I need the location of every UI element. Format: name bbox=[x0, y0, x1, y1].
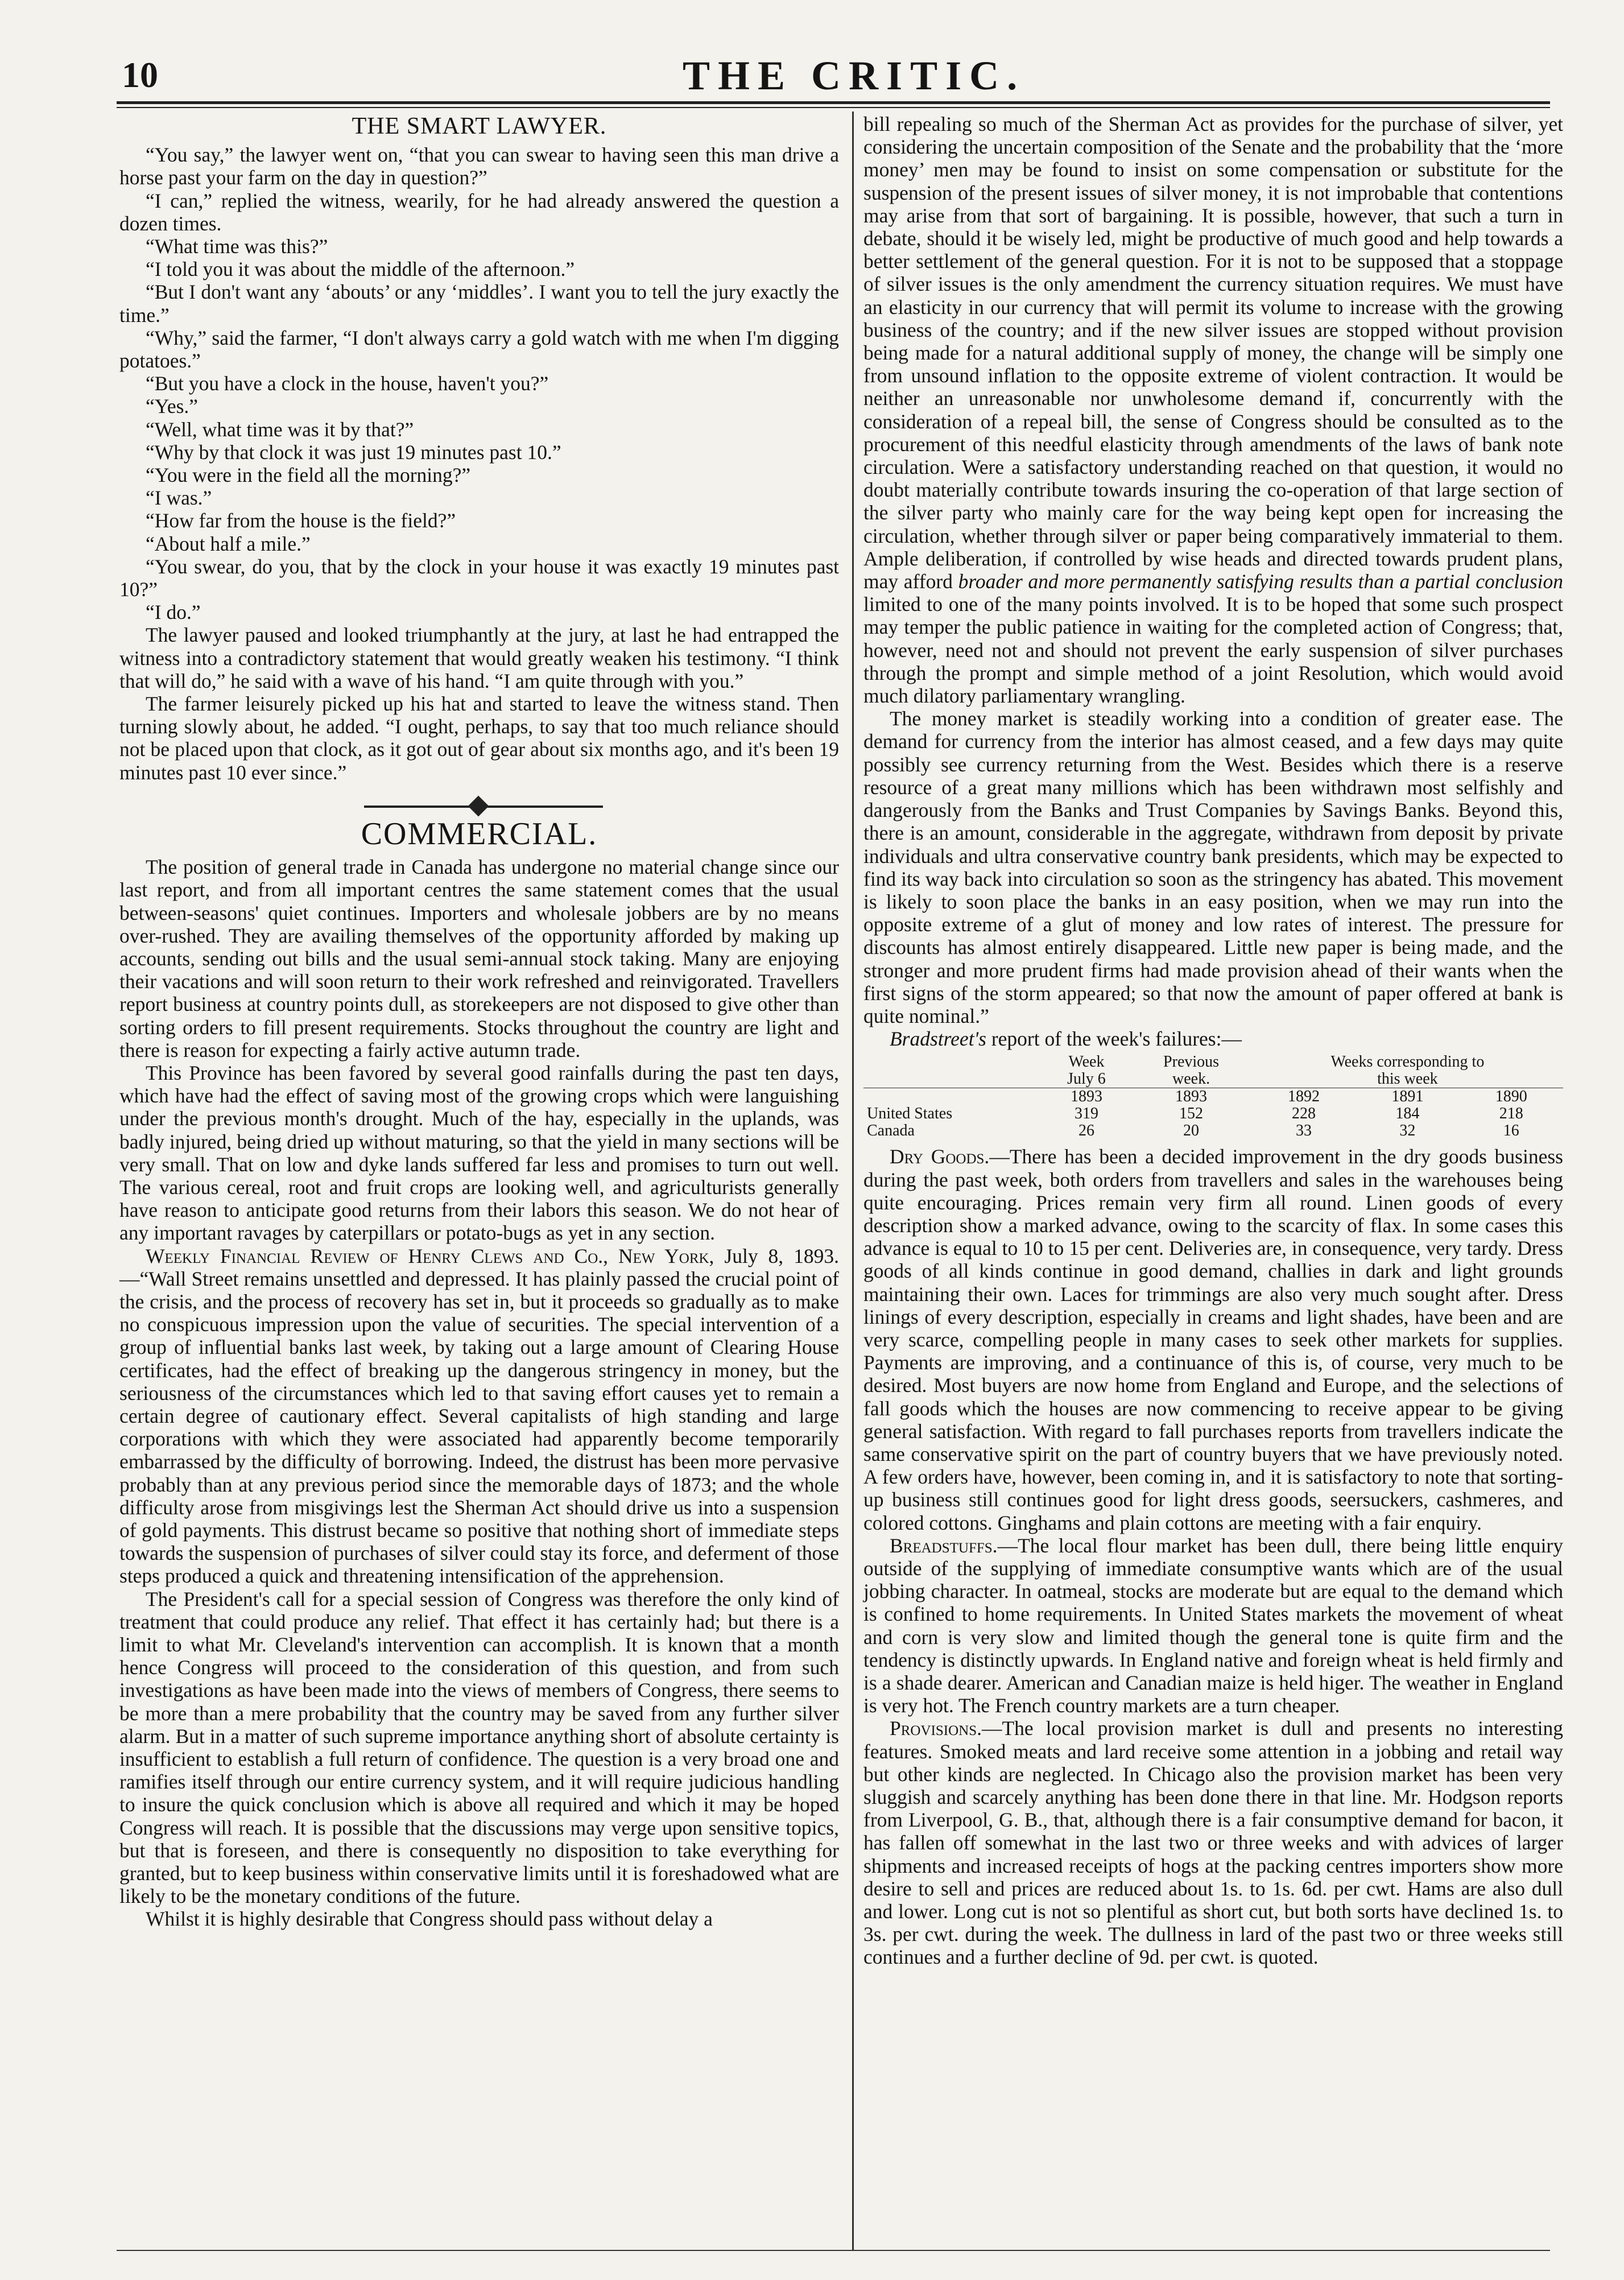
year-cell: 1891 bbox=[1391, 1088, 1424, 1106]
provisions-text: —The local provision market is dull and presents no interesting features. Smoked meats and lard receive some attention in a jobbing and retail way but other kinds are neglected. In Chicago also the provision market has been very sluggish and scarcely anything has been done there in that line. Mr. Hodgson reports from Liverpool, G. B., that, although there is a fair consumptive demand for bacon, it has fallen off somewhat in the last two or three weeks and with advices of larger shipments and increased receipts of hogs at the packing centres importers show more desire to sell and prices are reduced about 1s. to 1s. 6d. per cwt. Hams are also dull and lower. Long cut is not so plentiful as short cut, but both sorts have declined 1s. to 3s. per cwt. during the week. The dullness in lard of the past two or three weeks still continues and a further decline of 9d. per cwt. is quoted. bbox=[863, 1717, 1563, 1969]
review-heading: Weekly Financial Review of Henry Clews and Co., New York, bbox=[146, 1244, 714, 1267]
row-label: Canada bbox=[867, 1122, 915, 1140]
article-paragraph: “Why,” said the farmer, “I don't always carry a gold watch with me when I'm digging potatoes.” bbox=[119, 326, 839, 373]
dry-goods-text: —There has been a decided improvement in the dry goods business during the past week, both orders from travellers and sales in the warehouses being quite encouraging. Prices remain very firm all round. Linen goods of every description show a marked advance, owing to the scarcity of flax. In some cases this advance is equal to 10 to 15 per cent. Deliveries are, in consequence, very tardy. Dress goods of all kinds continue in good demand, challies in dark and light grounds maintaining their own. Laces for trimmings are also very much sought after. Dress linings of every description, especially in creams and light shades, have been and are very scarce, compelling people in many cases to seek other markets for supplies. Payments are improving, and a continuance of this is, of course, very much to be desired. Most buyers are now home from England and Europe, and the selections of fall goods which the houses are now commencing to receive appear to be giving general satisfaction. With regard to fall purchases reports from travellers indicate the same conservative spirit on the part of country buyers that we have previously noted. A few orders have, however, been coming in, and it is satisfactory to note that sorting-up business still continues good for light dress goods, seersuckers, cashmeres, and colored cottons. Ginghams and plain cottons are meeting with a fair enquiry. bbox=[863, 1145, 1563, 1534]
article-title-smart-lawyer: THE SMART LAWYER. bbox=[352, 113, 607, 139]
table-cell: 16 bbox=[1503, 1122, 1519, 1140]
article-paragraph: “Well, what time was it by that?” bbox=[146, 418, 414, 441]
header-rule bbox=[117, 101, 1550, 104]
masthead: THE CRITIC. bbox=[683, 53, 1026, 98]
article-paragraph: “But you have a clock in the house, haven't you?” bbox=[146, 372, 549, 395]
article-paragraph: The lawyer paused and looked triumphantly at the jury, at last he had entrapped the witness into a contradictory statement that would greatly weaken his testimony. “I think that will do,” he said with a wave of his hand. “I am quite through with you.” bbox=[119, 623, 839, 692]
table-cell: 26 bbox=[1078, 1122, 1094, 1140]
breadstuffs-paragraph bbox=[863, 1534, 1563, 1717]
failures-intro bbox=[863, 1027, 1563, 1050]
breadstuffs-heading: Breadstuffs. bbox=[890, 1534, 998, 1557]
footer-rule bbox=[117, 2250, 1550, 2251]
article-paragraph: The farmer leisurely picked up his hat and started to leave the witness stand. Then turning slowly about, he added. “I ought, perhaps, to say that too much reliance should not be placed upon that clock, as it got out of gear about six months ago, and it's been 19 minutes past 10 ever since.” bbox=[119, 692, 839, 784]
article-paragraph: “Yes.” bbox=[146, 395, 199, 418]
year-cell: 1893 bbox=[1175, 1088, 1208, 1106]
table-cell: 319 bbox=[1074, 1105, 1098, 1123]
right-column bbox=[863, 113, 1563, 1969]
table-cell: 33 bbox=[1295, 1122, 1312, 1140]
smart-lawyer-article bbox=[119, 143, 839, 784]
table-header-row bbox=[863, 1071, 1563, 1088]
year-cell: 1890 bbox=[1495, 1088, 1527, 1106]
table-header-cell bbox=[863, 1054, 1043, 1071]
commercial-paragraph: This Province has been favored by several good rainfalls during the past ten days, which have had the effect of saving most of the growing crops which were languishing under the previous month's drought. Much of the hay, especially in the uplands, was badly injured, being dried up without maturing, so that the yield in many sections will be very small. That on low and dyke lands suffered far less and promises to turn out well. The various cereal, root and fruit crops are looking well, and agriculturists generally have reason to anticipate good returns from their labors this season. We do not hear of any important ravages by caterpillars or potato-bugs as yet in any section. bbox=[119, 1061, 839, 1245]
bradstreet-label: Bradstreet's bbox=[890, 1027, 986, 1051]
article-paragraph: “How far from the house is the field?” bbox=[146, 509, 456, 532]
table-year-row bbox=[863, 1088, 1563, 1106]
article-paragraph: “What time was this?” bbox=[146, 235, 328, 258]
table-header-cell: Week bbox=[1068, 1053, 1105, 1071]
breadstuffs-text: —The local flour market has been dull, there being little enquiry outside of the supplying of immediate consumptive wants which are of the usual jobbing character. In oatmeal, stocks are moderate but are equal to the demand which is confined to home requirements. In United States markets the movement of wheat and corn is very slow and limited though the general tone is quite firm and the tendency is distinctly upwards. In England native and foreign wheat is held firmly and is a shade dearer. American and Canadian maize is held higer. The weather in England is very hot. The French country markets are a turn cheaper. bbox=[863, 1534, 1563, 1717]
commercial-paragraph bbox=[863, 113, 1563, 707]
table-cell: 218 bbox=[1499, 1105, 1523, 1123]
table-header-cell bbox=[863, 1071, 1043, 1088]
commercial-paragraph: The President's call for a special session of Congress was therefore the only kind of treatment that could produce any relief. That effect it has certainly had; but there is a limit to what Mr. Cleveland's intervention can accomplish. It is known that a month hence Congress will proceed to the consideration of this question, and from such investigations as have been made into the views of members of Congress, there seems to be more than a mere probability that the country may be saved from any further silver alarm. But in a matter of such supreme importance anything short of absolute certainty is insufficient to establish a full return of confidence. The question is a very broad one and ramifies itself through our entire currency system, and it will require judicious handling to insure the quick conclusion which is above all required and which it may be hoped Congress will reach. It is possible that the discussions may verge upon sensitive topics, but that is foreseen, and there is consequently no disposition to take everything for granted, but to keep business within conservative limits until it is foreshadowed what are likely to be the monetary conditions of the future. bbox=[119, 1587, 839, 1908]
table-header-cell bbox=[863, 1088, 1043, 1106]
failures-intro-text: report of the week's failures:— bbox=[991, 1027, 1242, 1051]
table-header-cell: Previous bbox=[1163, 1053, 1220, 1071]
provisions-heading: Provisions. bbox=[890, 1717, 982, 1740]
table-header-cell: Weeks corresponding to bbox=[1330, 1053, 1485, 1071]
year-cell: 1893 bbox=[1070, 1088, 1102, 1106]
commercial-paragraph: Whilst it is highly desirable that Congress should pass without delay a bbox=[146, 1907, 713, 1931]
provisions-paragraph bbox=[863, 1717, 1563, 1968]
row-label: United States bbox=[867, 1105, 953, 1123]
table-cell: 228 bbox=[1291, 1105, 1316, 1123]
dry-goods-paragraph bbox=[863, 1145, 1563, 1534]
article-paragraph: “You swear, do you, that by the clock in your house it was exactly 19 minutes past 10?” bbox=[119, 555, 839, 601]
failures-table bbox=[863, 1054, 1563, 1139]
year-cell: 1892 bbox=[1287, 1088, 1320, 1106]
paragraph-text: limited to one of the many points involved. It is to be hoped that some such prospect may temper the public patience in waiting for the completed action of Congress; that, however, need not and should not prevent the early suspension of silver purchases through the prompt and simple method of a joint Resolution, which would avoid much dilatory parliamentary wrangling. bbox=[863, 593, 1563, 708]
table-cell: 20 bbox=[1183, 1122, 1200, 1140]
review-text: July 8, 1893.—“Wall Street remains unsettled and depressed. It has plainly passed the crucial point of the crisis, and the process of recovery has set in, but it proceeds so gradually as to make no conspicuous impression upon the value of securities. The special intervention of a group of influential banks last week, by taking out a large amount of Clearing House certificates, had the effect of breaking up the dangerous stringency in money, but the seriousness of the circumstances which led to that saving effort causes yet to remain a certain degree of cautionary effect. Several capitalists of high standing and large corporations with which they were associated had apparently become temporarily embarrassed by the difficulty of borrowing. Indeed, the distrust has been more pervasive probably than at any previous period since the memorable days of 1873; and the whole difficulty arose from misgivings lest the Sherman Act should drive us into a suspension of gold payments. This distrust became so positive that nothing short of immediate steps towards the suspension of purchases of silver could stay its force, and deferment of those steps produced a quick and threatening intensification of the apprehension. bbox=[119, 1244, 840, 1588]
table-cell: 32 bbox=[1399, 1122, 1416, 1140]
commercial-paragraph: The money market is steadily working into a condition of greater ease. The demand for currency from the interior has almost ceased, and a few days may quite possibly see currency returning from the West. Besides which there is a reserve resource of a great many millions which has been withdrawn most selfishly and dangerously from the Banks and Trust Companies by Savings Banks. Beyond this, there is an amount, considerable in the aggregate, withdrawn from deposit by private individuals and ultra conservative country bank presidents, which may be expected to find its way back into circulation so soon as the stringency has abated. This movement is likely to soon place the banks in an easy position, when we may run into the opposite extreme of a glut of money and low rates of interest. The pressure for discounts has almost entirely disappeared. Little new paper is being made, and the stronger and more prudent firms had made provision ahead of their wants when the first signs of the storm appeared; so that now the amount of paper offered at bank is quite nominal.” bbox=[863, 707, 1563, 1027]
left-column bbox=[119, 113, 839, 1931]
table-row bbox=[863, 1105, 1563, 1122]
italic-text: broader and more permanently satisfying results than a partial conclusion bbox=[958, 570, 1564, 593]
paragraph-text: bill repealing so much of the Sherman Act as provides for the purchase of silver, yet considering the uncertain composition of the Senate and the probability that the ‘more money’ men may be found to insist on some compensation or substitute for the suspension of the present issues of silver money, it is not improbable that contentions may arise from that sort of bargaining. It is possible, however, that such a turn in debate, should it be wisely led, might be productive of much good and help towards a better settlement of the general question. For it is not to be supposed that a stoppage of silver issues is the only amendment the currency situation requires. We must have an elasticity in our currency that will permit its volume to increase with the growing business of the country; and if the new silver issues are stopped without provision being made for a natural additional supply of money, the change will be simply one from unsound inflation to the opposite extreme of violent contraction. It would be neither an unreasonable nor unwholesome demand if, concurrently with the consideration of a repeal bill, the sense of Congress should be consulted as to the procurement of this needful elasticity through amendments of the laws of bank note circulation. Were a satisfactory understanding reached on that question, it would no doubt materially contribute towards insuring the co-operation of that large section of the silver party who mainly care for the way being kept open for increasing the circulation, whether through silver or paper being comparatively immaterial to them. Ample deliberation, if controlled by wise heads and directed towards prudent plans, may afford bbox=[863, 113, 1563, 593]
article-paragraph: “But I don't want any ‘abouts’ or any ‘middles’. I want you to tell the jury exactly the time.” bbox=[119, 280, 839, 327]
article-paragraph: “You were in the field all the morning?” bbox=[146, 464, 471, 487]
article-paragraph: “I do.” bbox=[146, 601, 201, 624]
dry-goods-heading: Dry Goods. bbox=[890, 1145, 990, 1168]
header-rule-thin bbox=[117, 107, 1550, 108]
table-header-cell: this week bbox=[1252, 1071, 1563, 1088]
table-header-cell: week. bbox=[1130, 1071, 1252, 1088]
column-separator bbox=[852, 111, 854, 2250]
section-ornament bbox=[119, 799, 839, 816]
article-paragraph: “I was.” bbox=[146, 486, 212, 510]
article-paragraph: “About half a mile.” bbox=[146, 532, 311, 555]
table-row bbox=[863, 1122, 1563, 1139]
table-cell: 152 bbox=[1179, 1105, 1204, 1123]
page-number: 10 bbox=[122, 55, 158, 95]
commercial-paragraph bbox=[119, 1245, 839, 1588]
commercial-paragraph: The position of general trade in Canada has undergone no material change since our last report, and from all important centres the same statement comes that the usual between-seasons' quiet continues. Importers and wholesale jobbers are by no means over-rushed. They are availing themselves of the opportunity afforded by making up accounts, sending out bills and the usual semi-annual stock taking. Many are enjoying their vacations and will soon return to their work refreshed and reinvigorated. Travellers report business at country points dull, as storekeepers are not disposed to give other than sorting orders to fill present requirements. Stocks throughout the country are light and there is reason for expecting a fairly active autumn trade. bbox=[119, 856, 839, 1061]
table-header-row bbox=[863, 1054, 1563, 1071]
article-paragraph: “I told you it was about the middle of the afternoon.” bbox=[146, 258, 575, 281]
section-title-commercial: COMMERCIAL. bbox=[361, 816, 598, 852]
table-cell: 184 bbox=[1395, 1105, 1420, 1123]
table-header-cell: July 6 bbox=[1043, 1071, 1131, 1088]
article-paragraph: “I can,” replied the witness, wearily, for he had already answered the question a dozen times. bbox=[119, 189, 839, 235]
ornament-diamond bbox=[468, 796, 489, 817]
article-paragraph: “Why by that clock it was just 19 minutes past 10.” bbox=[146, 440, 561, 464]
article-paragraph: “You say,” the lawyer went on, “that you can swear to having seen this man drive a horse past your farm on the day in question?” bbox=[119, 143, 839, 189]
